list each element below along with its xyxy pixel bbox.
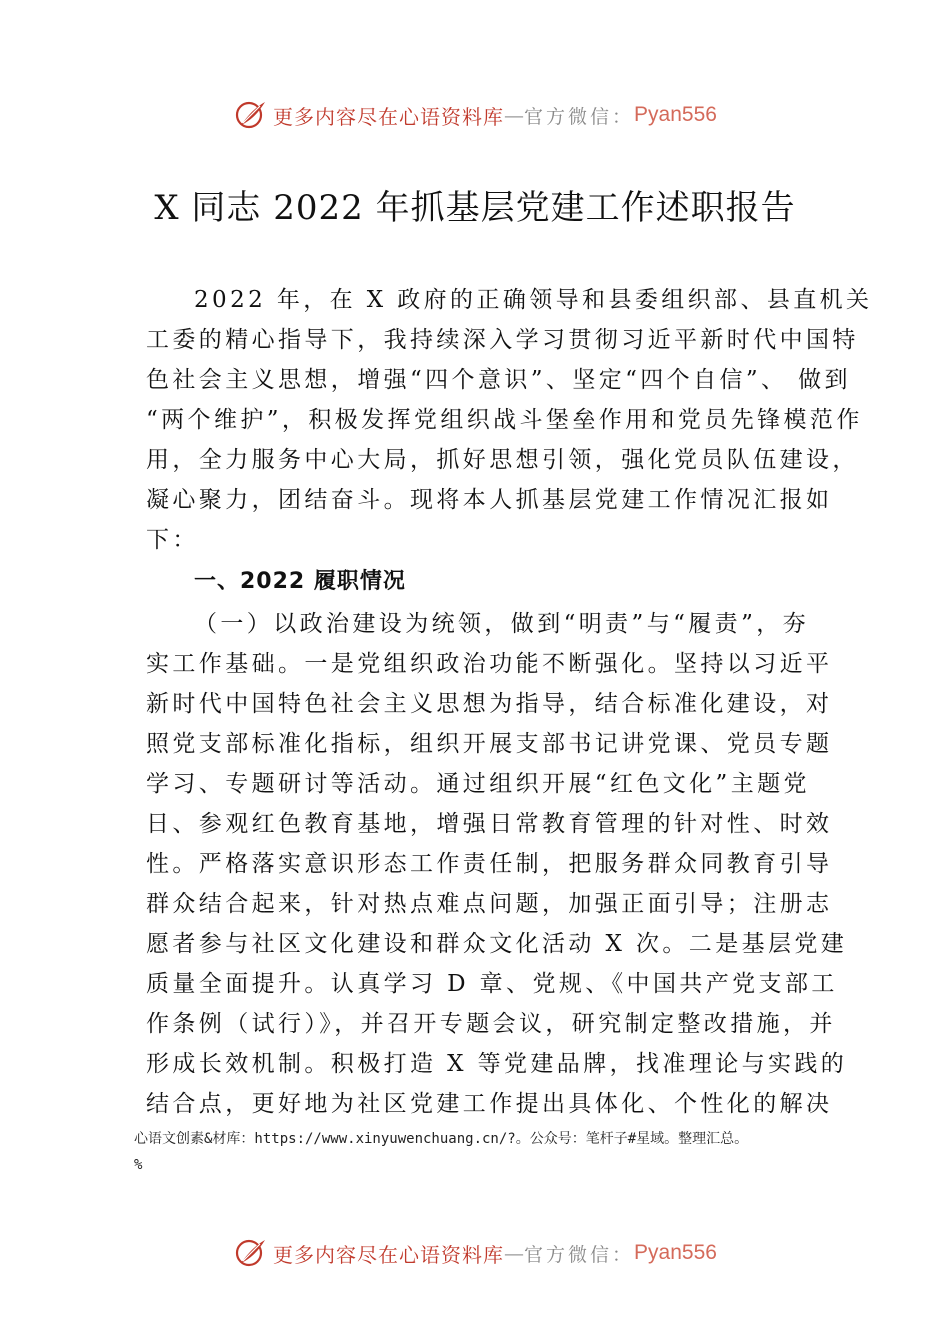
section-line: 性。严格落实意识形态工作责任制，把服务群众同教育引导 <box>146 851 833 877</box>
footer-percent-line: % <box>134 1157 143 1173</box>
section-line: 愿者参与社区文化建设和群众文化活动 X 次。二是基层党建 <box>146 931 848 957</box>
section-heading: 一、2022 履职情况 <box>194 569 406 594</box>
watermark-wechat-id: Pyan556 <box>634 103 717 126</box>
feather-pen-logo-icon <box>233 1235 269 1271</box>
intro-line: 下： <box>146 527 199 553</box>
section-line: 群众结合起来，针对热点难点问题，加强正面引导；注册志 <box>146 891 833 917</box>
footer-source-line: 心语文创素&材库：https://www.xinyuwenchuang.cn/?。公众号：笔杆子#星域。整理汇总。 <box>134 1131 749 1147</box>
watermark-text: 更多内容尽在心语资料库 <box>273 1242 505 1267</box>
intro-line: “两个维护”，积极发挥党组织战斗堡垒作用和党员先锋模范作 <box>146 407 863 433</box>
intro-line: 用，全力服务中心大局，抓好思想引领，强化党员队伍建设， <box>146 447 859 473</box>
section-line: 形成长效机制。积极打造 X 等党建品牌，找准理论与实践的 <box>146 1051 848 1077</box>
footer-note <box>134 1126 748 1178</box>
section-line: 学习、专题研讨等活动。通过组织开展“红色文化”主题党 <box>146 771 810 797</box>
document-body <box>146 280 873 1124</box>
intro-line: 色社会主义思想，增强“四个意识”、坚定“四个自信”、 做到 <box>146 367 851 393</box>
section-line: 新时代中国特色社会主义思想为指导，结合标准化建设，对 <box>146 691 833 717</box>
watermark-wechat-label: 官方微信： <box>524 1243 635 1266</box>
section-line: 照党支部标准化指标，组织开展支部书记讲党课、党员专题 <box>146 731 833 757</box>
document-title: X 同志 2022 年抓基层党建工作述职报告 <box>154 188 796 228</box>
intro-line: 工委的精心指导下，我持续深入学习贯彻习近平新时代中国特 <box>146 327 859 353</box>
section-line: 作条例（试行）》，并召开专题会议，研究制定整改措施，并 <box>146 1011 836 1037</box>
watermark-text: 更多内容尽在心语资料库 <box>273 104 505 129</box>
intro-line: 2022 年，在 X 政府的正确领导和县委组织部、县直机关 <box>194 287 873 313</box>
section-line: （一）以政治建设为统领，做到“明责”与“履责”，夯 <box>194 611 810 637</box>
intro-line: 凝心聚力，团结奋斗。现将本人抓基层党建工作情况汇报如 <box>146 487 833 513</box>
watermark-separator: — <box>504 1241 525 1265</box>
section-line: 实工作基础。一是党组织政治功能不断强化。坚持以习近平 <box>146 651 833 677</box>
watermark-separator: — <box>504 103 525 127</box>
section-line: 结合点，更好地为社区党建工作提出具体化、个性化的解决 <box>146 1091 833 1117</box>
watermark-footer <box>0 1233 950 1273</box>
section-line: 质量全面提升。认真学习 D 章、党规、《中国共产党支部工 <box>146 971 838 997</box>
section-line: 日、参观红色教育基地，增强日常教育管理的针对性、时效 <box>146 811 833 837</box>
feather-pen-logo-icon <box>233 97 269 133</box>
watermark-wechat-id: Pyan556 <box>634 1241 717 1264</box>
watermark-wechat-label: 官方微信： <box>524 105 635 128</box>
watermark-header <box>0 95 950 135</box>
